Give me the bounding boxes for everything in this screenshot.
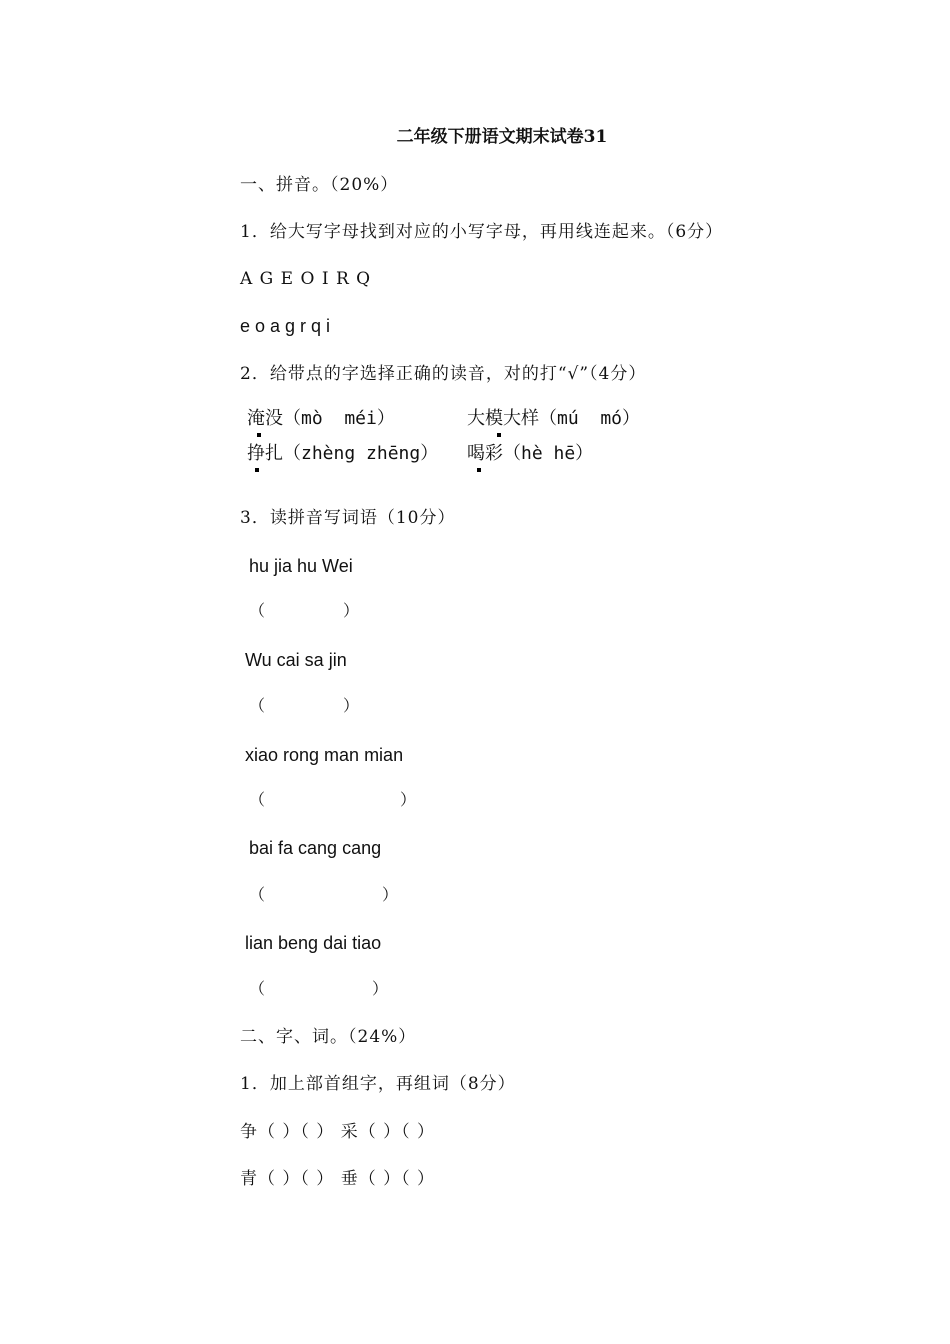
- answer-paren-open: （: [249, 790, 266, 809]
- pinyin-word: hu jia hu Wei: [249, 556, 353, 576]
- pinyin-word: Wu cai sa jin: [245, 650, 347, 670]
- answer-paren-open: （: [249, 979, 266, 998]
- answer-paren-close: ）: [372, 979, 389, 998]
- question-1-3: 3．读拼音写词语（10分）: [240, 508, 456, 528]
- section-1-heading: 一、拼音。（20%）: [240, 175, 399, 195]
- radical-row: 争（ ）（ ） 采（ ）（ ）: [240, 1122, 436, 1142]
- pinyin-word: xiao rong man mian: [245, 745, 404, 765]
- emphasis-dot: [257, 433, 261, 437]
- answer-paren-close: ）: [400, 790, 417, 809]
- answer-paren-open: （: [249, 601, 266, 620]
- emphasis-dot: [497, 433, 501, 437]
- question-2-1: 1．加上部首组字，再组词（8分）: [240, 1074, 516, 1094]
- answer-paren-close: ）: [382, 885, 399, 904]
- pinyin-word: bai fa cang cang: [249, 838, 382, 858]
- pinyin-word: lian beng dai tiao: [245, 933, 382, 953]
- emphasis-dot: [477, 468, 481, 472]
- answer-paren-open: （: [249, 696, 266, 715]
- lowercase-letters: e o a g r q i: [240, 316, 331, 336]
- question-1-2: 2．给带点的字选择正确的读音，对的打“√”（4分）: [240, 364, 647, 384]
- page-title: 二年级下册语文期末试卷31: [396, 127, 608, 147]
- answer-paren-close: ）: [343, 601, 360, 620]
- choice-item: 大模大样（mú mó）: [467, 408, 641, 429]
- emphasis-dot: [255, 468, 259, 472]
- radical-row: 青（ ）（ ） 垂（ ）（ ）: [240, 1169, 436, 1189]
- answer-paren-close: ）: [343, 696, 360, 715]
- uppercase-letters: A G E O I R Q: [240, 269, 372, 289]
- choice-item: 挣扎（zhèng zhēng）: [247, 443, 439, 464]
- pronunciation-choices: [243, 402, 643, 474]
- choice-item: 喝彩（hè hē）: [467, 443, 594, 464]
- question-1-1: 1．给大写字母找到对应的小写字母，再用线连起来。（6分）: [240, 222, 724, 242]
- section-2-heading: 二、字、词。（24%）: [240, 1027, 417, 1047]
- choice-item: 淹没（mò méi）: [247, 408, 395, 429]
- answer-paren-open: （: [249, 885, 266, 904]
